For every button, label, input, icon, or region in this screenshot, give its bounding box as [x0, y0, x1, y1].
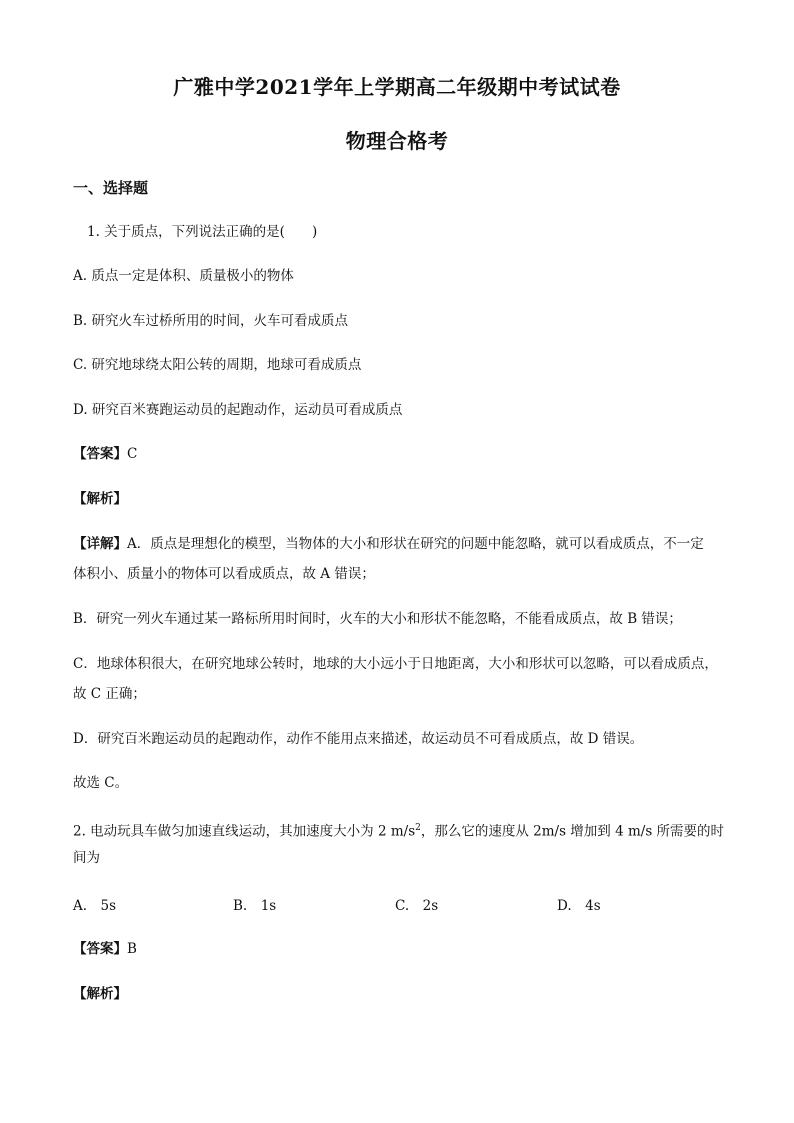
q1-detail-c-line2: 故 C 正确；	[73, 686, 146, 702]
q1-conclusion: 故选 C。	[73, 775, 129, 791]
q1-analysis-tag: 【解析】	[73, 491, 127, 507]
section-heading: 一、选择题	[73, 179, 149, 197]
q1-stem: 1. 关于质点，下列说法正确的是( )	[87, 224, 318, 240]
q2-answer-tag: 【答案】	[73, 941, 127, 957]
q2-stem-part1: 2. 电动玩具车做匀加速直线运动，其加速度大小为 2 m/s	[73, 823, 416, 840]
q1-option-d: D. 研究百米赛跑运动员的起跑动作，运动员可看成质点	[73, 402, 403, 418]
q1-answer	[73, 444, 137, 464]
q1-detail-a-line2: 体积小、质量小的物体可以看成质点，故 A 错误；	[73, 566, 375, 582]
q1-option-c: C. 研究地球绕太阳公转的周期，地球可看成质点	[73, 357, 362, 373]
q2-answer-value: B	[127, 941, 137, 957]
q2-option-a: A. 5s	[73, 898, 117, 914]
q2-answer	[73, 939, 137, 959]
q1-answer-value: C	[127, 446, 138, 462]
q2-stem-superscript: 2	[415, 823, 421, 833]
q1-answer-tag: 【答案】	[73, 446, 127, 462]
q1-detail-a-text: A．质点是理想化的模型，当物体的大小和形状在研究的问题中能忽略，就可以看成质点，不一定	[127, 536, 704, 552]
q1-option-a: A. 质点一定是体积、质量极小的物体	[73, 268, 294, 284]
exam-subtitle: 物理合格考	[345, 129, 449, 153]
q1-option-b: B. 研究火车过桥所用的时间，火车可看成质点	[73, 313, 349, 329]
q2-options	[73, 894, 753, 914]
q2-stem-line1	[73, 818, 724, 842]
q1-detail-c-line1: C．地球体积很大，在研究地球公转时，地球的大小远小于日地距离，大小和形状可以忽略，可以看成质点，	[73, 656, 718, 672]
q2-stem-part2: ，那么它的速度从 2m/s 增加到 4 m/s 所需要的时	[420, 823, 725, 840]
q2-analysis-tag: 【解析】	[73, 986, 127, 1002]
q1-detail-b: B．研究一列火车通过某一路标所用时间时，火车的大小和形状不能忽略，不能看成质点，故 B 错误；	[73, 611, 682, 627]
q2-option-d: D. 4s	[557, 898, 601, 914]
q1-detail-a-line1	[73, 534, 704, 554]
q1-detail-tag: 【详解】	[73, 536, 127, 552]
q2-option-c: C. 2s	[395, 898, 439, 914]
q2-stem-line2: 间为	[73, 850, 100, 866]
exam-title: 广雅中学2021学年上学期高二年级期中考试试卷	[173, 75, 621, 99]
q1-detail-d: D．研究百米跑运动员的起跑动作，动作不能用点来描述，故运动员不可看成质点，故 D 错误。	[73, 731, 644, 747]
q2-option-b: B. 1s	[233, 898, 277, 914]
